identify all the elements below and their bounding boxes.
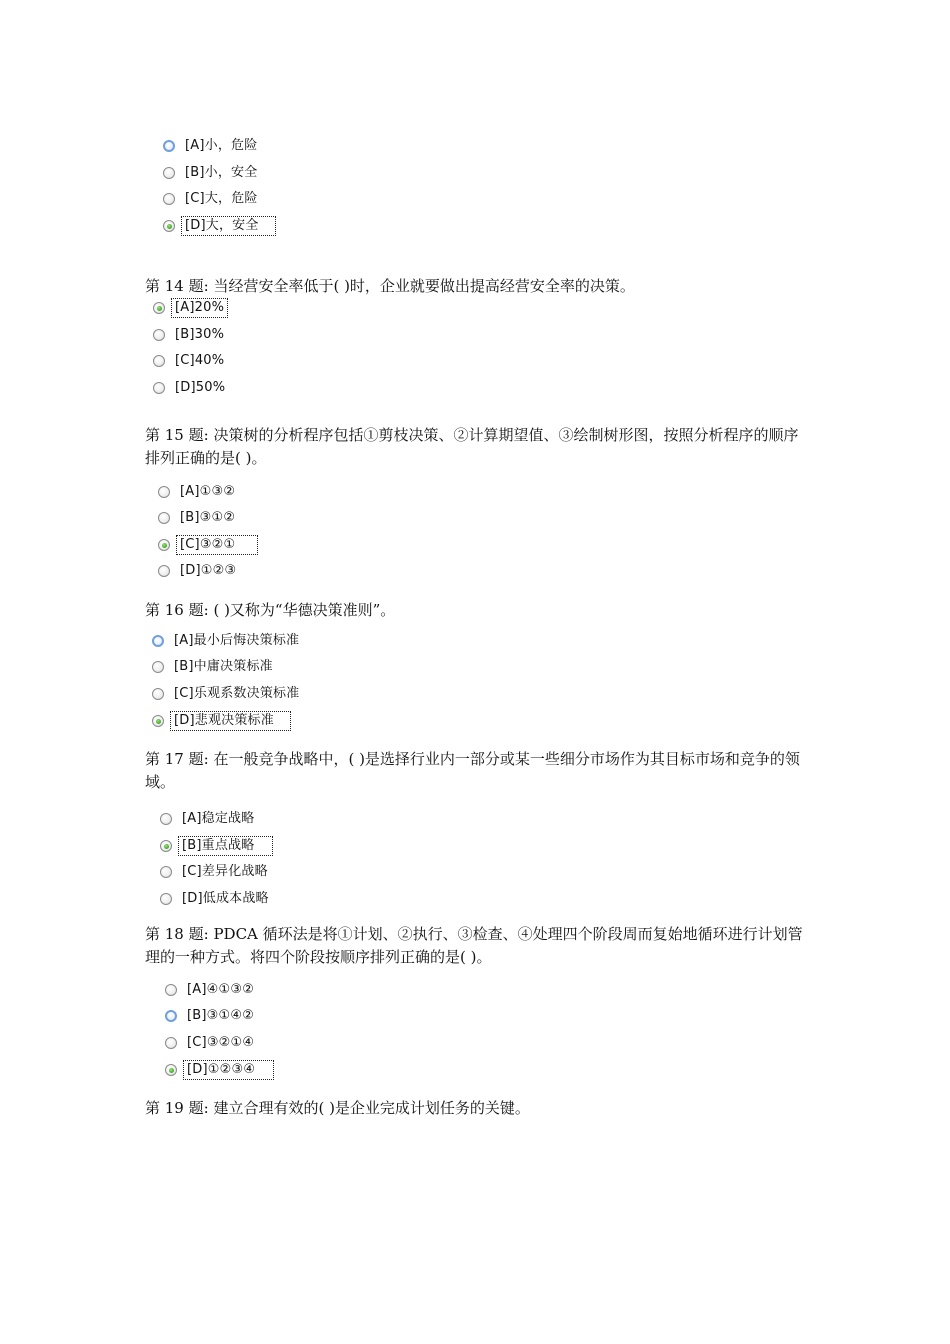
option-label: [C]差异化战略	[182, 864, 268, 879]
option-18-b[interactable]	[165, 1006, 257, 1026]
option-13-c[interactable]	[163, 189, 261, 209]
radio-button-selected[interactable]	[152, 715, 164, 727]
radio-button[interactable]	[152, 688, 164, 700]
option-label: [A]20%	[172, 299, 227, 317]
option-label: [B]中庸决策标准	[174, 659, 273, 674]
radio-button[interactable]	[158, 565, 170, 577]
radio-button[interactable]	[160, 893, 172, 905]
option-14-d[interactable]	[153, 378, 228, 398]
option-15-d[interactable]	[158, 561, 239, 581]
radio-button[interactable]	[160, 813, 172, 825]
option-label: [C]40%	[175, 353, 225, 368]
radio-button-selected[interactable]	[153, 302, 165, 314]
option-label: [D]①②③④	[184, 1061, 273, 1079]
radio-button[interactable]	[152, 635, 164, 647]
option-13-d[interactable]	[163, 216, 275, 236]
radio-button-selected[interactable]	[158, 539, 170, 551]
option-label: [A]①③②	[180, 484, 236, 499]
radio-button[interactable]	[153, 355, 165, 367]
option-label: [B]30%	[175, 327, 225, 342]
option-label: [B]小，安全	[185, 165, 258, 180]
option-15-b[interactable]	[158, 508, 238, 528]
radio-button[interactable]	[165, 1037, 177, 1049]
option-label: [D]低成本战略	[182, 891, 269, 906]
option-17-d[interactable]	[160, 889, 272, 909]
question-text: 第 18 题: PDCA 循环法是将①计划、②执行、③检查、④处理四个阶段周而复始地循环进行计划管理的一种方式。将四个阶段按顺序排列正确的是( )。	[145, 925, 803, 966]
option-17-a[interactable]	[160, 809, 257, 829]
option-15-a[interactable]	[158, 482, 238, 502]
option-label: [C]③②①	[177, 536, 257, 554]
radio-button[interactable]	[163, 140, 175, 152]
option-18-d[interactable]	[165, 1060, 273, 1080]
question-text: 第 19 题: 建立合理有效的( )是企业完成计划任务的关键。	[145, 1099, 530, 1117]
radio-button[interactable]	[163, 193, 175, 205]
option-18-c[interactable]	[165, 1033, 257, 1053]
question-text: 第 17 题: 在一般竞争战略中，( )是选择行业内一部分或某一些细分市场作为其目标市场和竞争的领域。	[145, 750, 800, 791]
option-15-c[interactable]	[158, 535, 257, 555]
option-label: [D]大，安全	[182, 217, 275, 235]
option-label: [B]重点战略	[179, 837, 272, 855]
radio-button[interactable]	[158, 512, 170, 524]
option-18-a[interactable]	[165, 980, 257, 1000]
option-17-b[interactable]	[160, 836, 272, 856]
radio-button[interactable]	[165, 1010, 177, 1022]
radio-button[interactable]	[153, 329, 165, 341]
option-14-c[interactable]	[153, 351, 227, 371]
radio-button[interactable]	[153, 382, 165, 394]
question-text: 第 15 题: 决策树的分析程序包括①剪枝决策、②计算期望值、③绘制树形图，按照分析程序的顺序排列正确的是( )。	[145, 426, 799, 467]
option-label: [A]最小后悔决策标准	[174, 633, 300, 648]
option-14-b[interactable]	[153, 325, 227, 345]
option-13-b[interactable]	[163, 163, 260, 183]
option-label: [D]悲观决策标准	[171, 712, 290, 730]
option-13-a[interactable]	[163, 136, 260, 156]
option-16-a[interactable]	[152, 631, 302, 651]
option-label: [D]①②③	[180, 563, 237, 578]
option-label: [D]50%	[175, 380, 226, 395]
radio-button[interactable]	[165, 984, 177, 996]
option-label: [C]③②①④	[187, 1035, 255, 1050]
option-label: [A]稳定战略	[182, 811, 255, 826]
option-label: [C]乐观系数决策标准	[174, 686, 300, 701]
option-14-a[interactable]	[153, 298, 227, 318]
radio-button[interactable]	[158, 486, 170, 498]
radio-button-selected[interactable]	[165, 1064, 177, 1076]
radio-button-selected[interactable]	[160, 840, 172, 852]
option-label: [A]小，危险	[185, 138, 258, 153]
option-label: [B]③①④②	[187, 1008, 255, 1023]
option-16-b[interactable]	[152, 657, 276, 677]
question-text: 第 16 题: ( )又称为“华德决策准则”。	[145, 601, 396, 619]
option-17-c[interactable]	[160, 862, 271, 882]
question-text: 第 14 题: 当经营安全率低于( )时，企业就要做出提高经营安全率的决策。	[145, 277, 635, 295]
option-16-c[interactable]	[152, 684, 302, 704]
option-label: [B]③①②	[180, 510, 236, 525]
radio-button[interactable]	[160, 866, 172, 878]
radio-button-selected[interactable]	[163, 220, 175, 232]
radio-button[interactable]	[152, 661, 164, 673]
option-label: [C]大，危险	[185, 191, 258, 206]
radio-button[interactable]	[163, 167, 175, 179]
option-label: [A]④①③②	[187, 982, 255, 997]
option-16-d[interactable]	[152, 711, 290, 731]
